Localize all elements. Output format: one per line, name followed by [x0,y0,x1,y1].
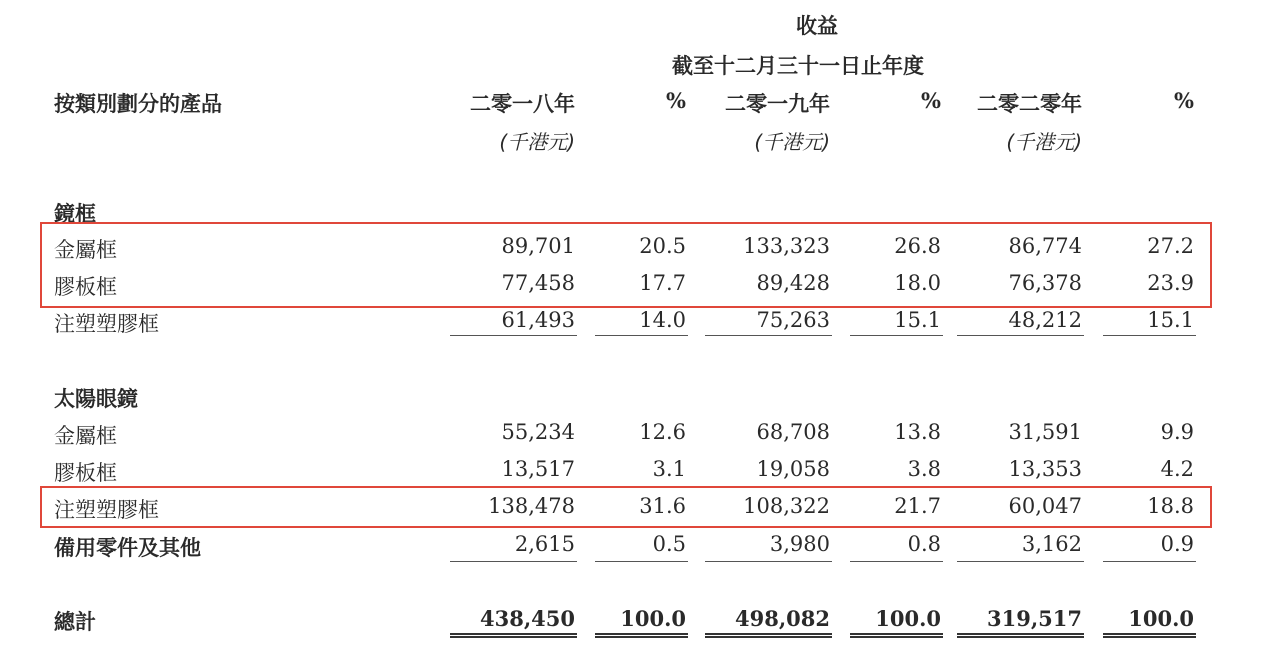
percent-2018: 12.6 [639,420,686,444]
subtotal-rule [595,561,688,562]
percent-header-2019: % [921,88,941,113]
percent-2020: 23.9 [1147,271,1194,295]
total-double-rule [450,633,577,638]
subtotal-rule [595,335,688,336]
value-2019: 19,058 [756,457,830,481]
percent-2019: 3.8 [907,457,941,481]
value-2019: 89,428 [756,271,830,295]
total-percent-2018: 100.0 [620,606,686,631]
subtotal-rule [957,561,1084,562]
value-2020: 48,212 [1008,308,1082,332]
subtotal-rule [450,335,577,336]
percent-2019: 15.1 [894,308,941,332]
percent-2020: 0.9 [1160,532,1194,556]
value-2020: 31,591 [1008,420,1082,444]
year-header-2018: 二零一八年 [470,92,575,116]
subtotal-rule [957,335,1084,336]
total-double-rule [705,633,832,638]
row-label: 注塑塑膠框 [54,498,159,522]
section-title: 太陽眼鏡 [54,387,138,411]
percent-2018: 0.5 [652,532,686,556]
value-2018: 61,493 [501,308,575,332]
value-2020: 13,353 [1008,457,1082,481]
value-2018: 89,701 [501,234,575,258]
year-header-2020: 二零二零年 [977,92,1082,116]
value-2020: 3,162 [1021,532,1082,556]
subtotal-rule [705,335,832,336]
total-percent-2019: 100.0 [875,606,941,631]
percent-header-2018: % [666,88,686,113]
row-label: 注塑塑膠框 [54,312,159,336]
percent-2018: 17.7 [639,271,686,295]
subtotal-rule [850,561,943,562]
percent-2019: 13.8 [894,420,941,444]
value-2020: 76,378 [1008,271,1082,295]
total-double-rule [850,633,943,638]
value-2018: 138,478 [488,494,575,518]
subtotal-rule [1103,335,1196,336]
percent-2019: 0.8 [907,532,941,556]
value-2019: 3,980 [769,532,830,556]
value-2020: 60,047 [1008,494,1082,518]
value-2018: 2,615 [514,532,575,556]
row-label: 金屬框 [54,424,117,448]
unit-label-2020: (千港元) [1006,130,1082,154]
total-2018: 438,450 [480,606,575,631]
table-subtitle: 截至十二月三十一日止年度 [672,54,924,78]
year-header-2019: 二零一九年 [725,92,830,116]
total-2019: 498,082 [735,606,830,631]
total-double-rule [957,633,1084,638]
unit-label-2019: (千港元) [754,130,830,154]
value-2018: 55,234 [501,420,575,444]
value-2019: 108,322 [743,494,830,518]
percent-header-2020: % [1174,88,1194,113]
section-title: 鏡框 [54,202,96,226]
value-2020: 86,774 [1008,234,1082,258]
percent-2020: 27.2 [1147,234,1194,258]
percent-2020: 4.2 [1160,457,1194,481]
percent-2018: 20.5 [639,234,686,258]
value-2018: 13,517 [501,457,575,481]
percent-2018: 31.6 [639,494,686,518]
subtotal-rule [450,561,577,562]
category-header: 按類別劃分的產品 [54,92,222,116]
unit-label-2018: (千港元) [499,130,575,154]
row-label: 膠板框 [54,275,117,299]
percent-2019: 18.0 [894,271,941,295]
value-2019: 68,708 [756,420,830,444]
value-2019: 133,323 [743,234,830,258]
percent-2018: 14.0 [639,308,686,332]
total-2020: 319,517 [987,606,1082,631]
row-label: 金屬框 [54,238,117,262]
percent-2018: 3.1 [652,457,686,481]
total-percent-2020: 100.0 [1128,606,1194,631]
total-label: 總計 [54,610,96,634]
total-double-rule [595,633,688,638]
row-label: 備用零件及其他 [54,536,201,560]
percent-2019: 21.7 [894,494,941,518]
value-2019: 75,263 [756,308,830,332]
percent-2020: 15.1 [1147,308,1194,332]
value-2018: 77,458 [501,271,575,295]
subtotal-rule [1103,561,1196,562]
table-title: 收益 [796,14,838,38]
row-label: 膠板框 [54,461,117,485]
percent-2020: 18.8 [1147,494,1194,518]
subtotal-rule [705,561,832,562]
percent-2019: 26.8 [894,234,941,258]
subtotal-rule [850,335,943,336]
total-double-rule [1103,633,1196,638]
percent-2020: 9.9 [1160,420,1194,444]
